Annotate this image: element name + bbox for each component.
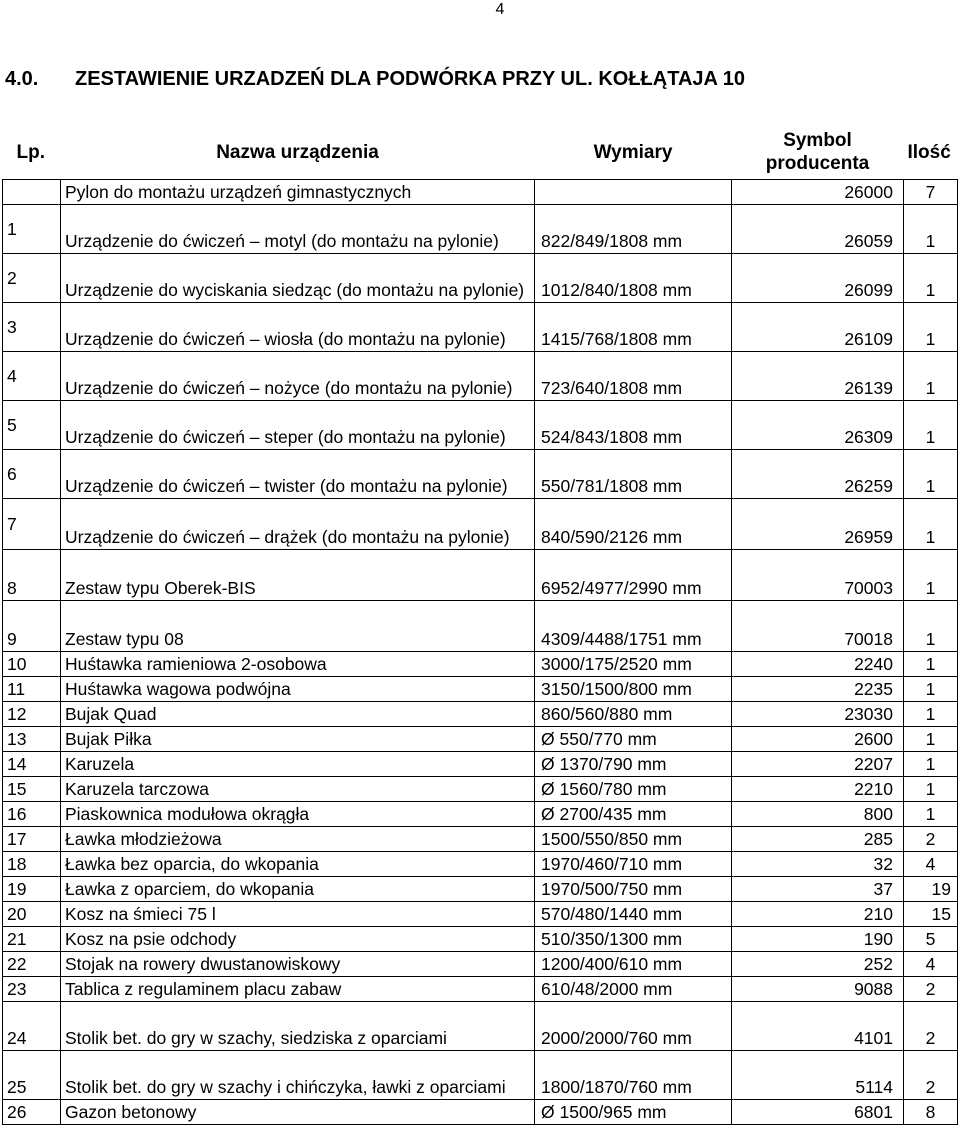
cell-symbol: 210 bbox=[732, 902, 904, 927]
cell-quantity: 1 bbox=[904, 205, 958, 254]
cell-symbol: 26099 bbox=[732, 254, 904, 303]
cell-quantity: 1 bbox=[904, 450, 958, 499]
cell-symbol: 2207 bbox=[732, 752, 904, 777]
cell-dimensions: 4309/4488/1751 mm bbox=[535, 601, 732, 652]
table-row bbox=[3, 205, 958, 254]
cell-symbol: 32 bbox=[732, 852, 904, 877]
table-row bbox=[3, 852, 958, 877]
cell-name: Urządzenie do wyciskania siedząc (do montażu na pylonie) bbox=[61, 254, 535, 303]
cell-lp: 11 bbox=[3, 677, 61, 702]
cell-name: Huśtawka ramieniowa 2-osobowa bbox=[61, 652, 535, 677]
table-body bbox=[3, 180, 958, 1125]
table-row bbox=[3, 180, 958, 205]
table-row bbox=[3, 1100, 958, 1125]
header-symbol: Symbol producenta bbox=[765, 130, 870, 174]
table-row bbox=[3, 802, 958, 827]
cell-lp: 7 bbox=[3, 499, 61, 550]
cell-symbol: 26259 bbox=[732, 450, 904, 499]
table-row bbox=[3, 401, 958, 450]
cell-quantity: 1 bbox=[904, 652, 958, 677]
cell-symbol: 2235 bbox=[732, 677, 904, 702]
cell-name: Urządzenie do ćwiczeń – nożyce (do montażu na pylonie) bbox=[61, 352, 535, 401]
cell-name: Urządzenie do ćwiczeń – twister (do montażu na pylonie) bbox=[61, 450, 535, 499]
cell-quantity: 1 bbox=[904, 254, 958, 303]
cell-quantity: 1 bbox=[904, 777, 958, 802]
cell-dimensions: Ø 1500/965 mm bbox=[535, 1100, 732, 1125]
cell-name: Bujak Quad bbox=[61, 702, 535, 727]
cell-quantity: 1 bbox=[904, 352, 958, 401]
table-row bbox=[3, 499, 958, 550]
cell-symbol: 37 bbox=[732, 877, 904, 902]
cell-dimensions: 570/480/1440 mm bbox=[535, 902, 732, 927]
cell-dimensions: 822/849/1808 mm bbox=[535, 205, 732, 254]
cell-lp: 1 bbox=[3, 205, 61, 254]
cell-name: Stojak na rowery dwustanowiskowy bbox=[61, 952, 535, 977]
cell-lp: 24 bbox=[3, 1002, 61, 1051]
table-row bbox=[3, 902, 958, 927]
cell-symbol: 70018 bbox=[732, 601, 904, 652]
cell-symbol: 285 bbox=[732, 827, 904, 852]
cell-name: Piaskownica modułowa okrągła bbox=[61, 802, 535, 827]
cell-name: Urządzenie do ćwiczeń – steper (do montażu na pylonie) bbox=[61, 401, 535, 450]
cell-quantity: 5 bbox=[904, 927, 958, 952]
cell-lp: 21 bbox=[3, 927, 61, 952]
table-header bbox=[3, 125, 958, 180]
equipment-table bbox=[2, 125, 958, 1125]
cell-lp: 6 bbox=[3, 450, 61, 499]
section-title: ZESTAWIENIE URZADZEŃ DLA PODWÓRKA PRZY UL. KOŁŁĄTAJA 10 bbox=[75, 68, 746, 90]
cell-quantity: 1 bbox=[904, 677, 958, 702]
header-lp: Lp. bbox=[16, 141, 45, 163]
cell-dimensions: Ø 1370/790 mm bbox=[535, 752, 732, 777]
cell-dimensions: 1012/840/1808 mm bbox=[535, 254, 732, 303]
cell-lp bbox=[3, 180, 61, 205]
table-row bbox=[3, 927, 958, 952]
cell-symbol: 70003 bbox=[732, 550, 904, 601]
cell-name: Karuzela bbox=[61, 752, 535, 777]
cell-dimensions: 2000/2000/760 mm bbox=[535, 1002, 732, 1051]
table-row bbox=[3, 254, 958, 303]
cell-quantity: 2 bbox=[904, 977, 958, 1002]
cell-symbol: 26309 bbox=[732, 401, 904, 450]
cell-lp: 10 bbox=[3, 652, 61, 677]
cell-dimensions: 1415/768/1808 mm bbox=[535, 303, 732, 352]
cell-symbol: 2210 bbox=[732, 777, 904, 802]
cell-dimensions: 1200/400/610 mm bbox=[535, 952, 732, 977]
cell-quantity: 1 bbox=[904, 401, 958, 450]
cell-quantity: 4 bbox=[904, 852, 958, 877]
cell-symbol: 6801 bbox=[732, 1100, 904, 1125]
table-row bbox=[3, 777, 958, 802]
cell-lp: 16 bbox=[3, 802, 61, 827]
table-row bbox=[3, 450, 958, 499]
table-row bbox=[3, 727, 958, 752]
cell-symbol: 26109 bbox=[732, 303, 904, 352]
cell-dimensions: Ø 550/770 mm bbox=[535, 727, 732, 752]
cell-name: Gazon betonowy bbox=[61, 1100, 535, 1125]
section-heading bbox=[5, 67, 745, 91]
cell-lp: 14 bbox=[3, 752, 61, 777]
cell-name: Urządzenie do ćwiczeń – motyl (do montażu na pylonie) bbox=[61, 205, 535, 254]
cell-quantity: 1 bbox=[904, 802, 958, 827]
cell-dimensions: 524/843/1808 mm bbox=[535, 401, 732, 450]
cell-dimensions: 860/560/880 mm bbox=[535, 702, 732, 727]
table-row bbox=[3, 702, 958, 727]
cell-dimensions: 610/48/2000 mm bbox=[535, 977, 732, 1002]
table-row bbox=[3, 677, 958, 702]
cell-lp: 26 bbox=[3, 1100, 61, 1125]
table-row bbox=[3, 877, 958, 902]
cell-quantity: 1 bbox=[904, 727, 958, 752]
cell-quantity: 1 bbox=[904, 303, 958, 352]
cell-symbol: 9088 bbox=[732, 977, 904, 1002]
cell-quantity: 7 bbox=[904, 180, 958, 205]
cell-quantity: 1 bbox=[904, 550, 958, 601]
cell-symbol: 26139 bbox=[732, 352, 904, 401]
table-row bbox=[3, 352, 958, 401]
cell-symbol: 190 bbox=[732, 927, 904, 952]
cell-name: Ławka bez oparcia, do wkopania bbox=[61, 852, 535, 877]
cell-quantity: 19 bbox=[904, 877, 958, 902]
header-dimensions: Wymiary bbox=[593, 141, 673, 163]
cell-quantity: 2 bbox=[904, 827, 958, 852]
cell-quantity: 1 bbox=[904, 702, 958, 727]
cell-dimensions: 1970/500/750 mm bbox=[535, 877, 732, 902]
cell-symbol: 4101 bbox=[732, 1002, 904, 1051]
section-number: 4.0. bbox=[5, 68, 39, 90]
page-number: 4 bbox=[495, 1, 505, 18]
cell-name: Urządzenie do ćwiczeń – wiosła (do montażu na pylonie) bbox=[61, 303, 535, 352]
cell-name: Zestaw typu Oberek-BIS bbox=[61, 550, 535, 601]
cell-dimensions: Ø 1560/780 mm bbox=[535, 777, 732, 802]
cell-lp: 12 bbox=[3, 702, 61, 727]
cell-symbol: 2240 bbox=[732, 652, 904, 677]
cell-dimensions: 510/350/1300 mm bbox=[535, 927, 732, 952]
table-row bbox=[3, 303, 958, 352]
cell-dimensions: 550/781/1808 mm bbox=[535, 450, 732, 499]
cell-dimensions: 840/590/2126 mm bbox=[535, 499, 732, 550]
cell-quantity: 4 bbox=[904, 952, 958, 977]
cell-name: Zestaw typu 08 bbox=[61, 601, 535, 652]
cell-dimensions: 723/640/1808 mm bbox=[535, 352, 732, 401]
cell-quantity: 2 bbox=[904, 1002, 958, 1051]
cell-dimensions: 1970/460/710 mm bbox=[535, 852, 732, 877]
cell-lp: 5 bbox=[3, 401, 61, 450]
cell-lp: 22 bbox=[3, 952, 61, 977]
cell-name: Stolik bet. do gry w szachy, siedziska z oparciami bbox=[61, 1002, 535, 1051]
cell-lp: 25 bbox=[3, 1051, 61, 1100]
cell-name: Kosz na psie odchody bbox=[61, 927, 535, 952]
cell-name: Ławka młodzieżowa bbox=[61, 827, 535, 852]
cell-quantity: 1 bbox=[904, 601, 958, 652]
cell-dimensions: 6952/4977/2990 mm bbox=[535, 550, 732, 601]
cell-lp: 23 bbox=[3, 977, 61, 1002]
cell-name: Pylon do montażu urządzeń gimnastycznych bbox=[61, 180, 535, 205]
cell-symbol: 800 bbox=[732, 802, 904, 827]
cell-dimensions: 1500/550/850 mm bbox=[535, 827, 732, 852]
cell-dimensions: Ø 2700/435 mm bbox=[535, 802, 732, 827]
cell-lp: 20 bbox=[3, 902, 61, 927]
cell-name: Bujak Piłka bbox=[61, 727, 535, 752]
cell-name: Tablica z regulaminem placu zabaw bbox=[61, 977, 535, 1002]
cell-lp: 8 bbox=[3, 550, 61, 601]
cell-name: Urządzenie do ćwiczeń – drążek (do montażu na pylonie) bbox=[61, 499, 535, 550]
cell-dimensions: 3150/1500/800 mm bbox=[535, 677, 732, 702]
cell-dimensions bbox=[535, 180, 732, 205]
cell-name: Huśtawka wagowa podwójna bbox=[61, 677, 535, 702]
cell-symbol: 5114 bbox=[732, 1051, 904, 1100]
cell-quantity: 2 bbox=[904, 1051, 958, 1100]
cell-lp: 18 bbox=[3, 852, 61, 877]
cell-symbol: 26000 bbox=[732, 180, 904, 205]
cell-lp: 19 bbox=[3, 877, 61, 902]
cell-name: Stolik bet. do gry w szachy i chińczyka, ławki z oparciami bbox=[61, 1051, 535, 1100]
table-row bbox=[3, 601, 958, 652]
table-row bbox=[3, 952, 958, 977]
cell-name: Kosz na śmieci 75 l bbox=[61, 902, 535, 927]
header-quantity: Ilość bbox=[907, 141, 951, 163]
table-row bbox=[3, 550, 958, 601]
cell-lp: 3 bbox=[3, 303, 61, 352]
cell-quantity: 15 bbox=[904, 902, 958, 927]
cell-name: Ławka z oparciem, do wkopania bbox=[61, 877, 535, 902]
cell-lp: 15 bbox=[3, 777, 61, 802]
cell-lp: 9 bbox=[3, 601, 61, 652]
cell-name: Karuzela tarczowa bbox=[61, 777, 535, 802]
cell-symbol: 26959 bbox=[732, 499, 904, 550]
cell-lp: 17 bbox=[3, 827, 61, 852]
cell-lp: 2 bbox=[3, 254, 61, 303]
table-row bbox=[3, 752, 958, 777]
cell-symbol: 23030 bbox=[732, 702, 904, 727]
cell-symbol: 26059 bbox=[732, 205, 904, 254]
cell-dimensions: 3000/175/2520 mm bbox=[535, 652, 732, 677]
table-row bbox=[3, 827, 958, 852]
cell-lp: 4 bbox=[3, 352, 61, 401]
cell-lp: 13 bbox=[3, 727, 61, 752]
cell-dimensions: 1800/1870/760 mm bbox=[535, 1051, 732, 1100]
cell-quantity: 8 bbox=[904, 1100, 958, 1125]
table-row bbox=[3, 977, 958, 1002]
table-row bbox=[3, 1051, 958, 1100]
cell-symbol: 2600 bbox=[732, 727, 904, 752]
cell-quantity: 1 bbox=[904, 752, 958, 777]
table-row bbox=[3, 652, 958, 677]
cell-quantity: 1 bbox=[904, 499, 958, 550]
header-name: Nazwa urządzenia bbox=[216, 141, 379, 163]
table-row bbox=[3, 1002, 958, 1051]
cell-symbol: 252 bbox=[732, 952, 904, 977]
